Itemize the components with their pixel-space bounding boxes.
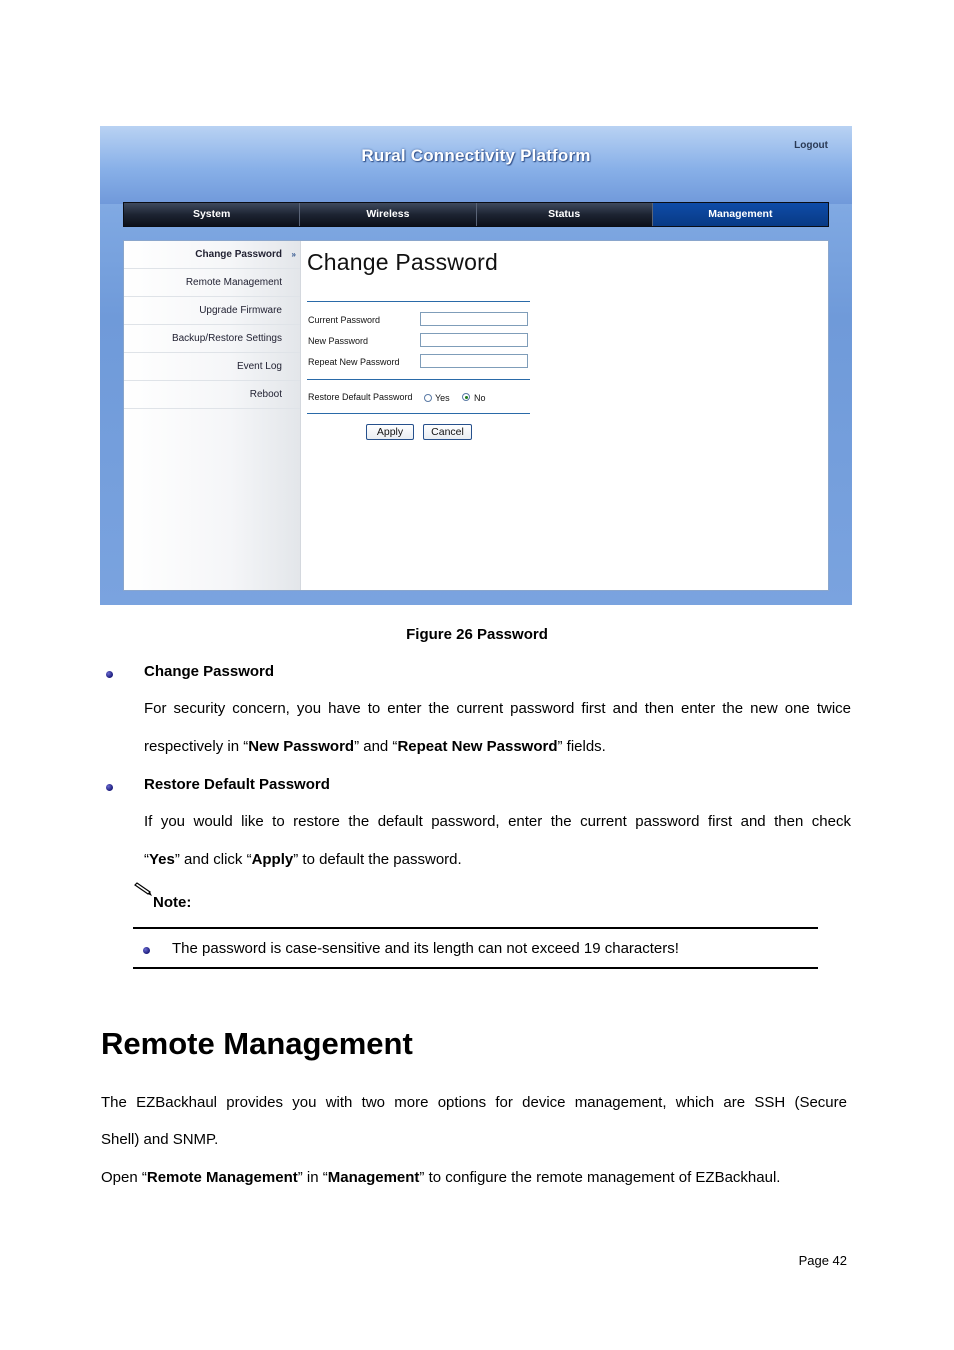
divider — [133, 927, 818, 929]
new-password-label: New Password — [308, 336, 369, 346]
divider — [133, 967, 818, 969]
sidebar-item-backup-restore[interactable] — [124, 325, 300, 353]
tab-wireless[interactable]: Wireless — [300, 203, 476, 226]
pencil-icon — [133, 882, 153, 898]
paragraph-line: For security concern, you have to enter the current password first and then enter the new one twice — [144, 700, 851, 717]
divider — [307, 413, 530, 414]
apply-button[interactable]: Apply — [366, 424, 414, 440]
note-text: The password is case-sensitive and its length can not exceed 19 characters! — [172, 940, 679, 957]
paragraph-line: Open “Remote Management” in “Management” to configure the remote management of EZBackhaul. — [101, 1169, 781, 1186]
divider — [307, 379, 530, 380]
sidebar-item-label: Remote Management — [185, 277, 282, 288]
sidebar-item-remote-management[interactable] — [124, 269, 300, 297]
sidebar-item-label: Change Password — [195, 249, 282, 260]
bullet-icon — [143, 947, 150, 954]
tab-management[interactable]: Management — [653, 203, 828, 226]
paragraph-line: “Yes” and click “Apply” to default the password. — [144, 851, 462, 868]
bullet-icon — [106, 784, 113, 791]
restore-default-label: Restore Default Password — [308, 392, 413, 402]
divider — [307, 301, 530, 302]
current-password-input[interactable] — [420, 312, 528, 326]
paragraph-line: If you would like to restore the default password, enter the current password first and then check — [144, 813, 851, 830]
repeat-password-input[interactable] — [420, 354, 528, 368]
section-heading: Remote Management — [101, 1026, 413, 1061]
restore-yes-radio[interactable] — [424, 394, 432, 402]
router-ui-screenshot — [100, 126, 852, 605]
paragraph-line: The EZBackhaul provides you with two more options for device management, which are SSH (Secure — [101, 1094, 847, 1111]
sidebar — [124, 241, 301, 590]
current-password-label: Current Password — [308, 315, 381, 325]
restore-no-radio[interactable] — [462, 393, 470, 401]
repeat-password-label: Repeat New Password — [308, 357, 400, 367]
bullet-icon — [106, 671, 113, 678]
sidebar-item-upgrade-firmware[interactable] — [124, 297, 300, 325]
figure-caption: Figure 26 Password — [406, 626, 548, 643]
restore-yes-label: Yes — [435, 393, 450, 403]
sidebar-item-label: Upgrade Firmware — [199, 305, 282, 316]
sidebar-item-label: Event Log — [236, 361, 282, 372]
restore-no-label: No — [474, 393, 486, 403]
note-label: Note: — [153, 894, 192, 911]
section-title-change-password: Change Password — [144, 663, 275, 680]
tab-system[interactable]: System — [124, 203, 300, 226]
platform-title: Rural Connectivity Platform — [361, 146, 591, 165]
sidebar-item-change-password[interactable] — [124, 241, 300, 269]
cancel-button[interactable]: Cancel — [423, 424, 472, 440]
paragraph-line: Shell) and SNMP. — [101, 1131, 219, 1148]
tab-status[interactable]: Status — [477, 203, 653, 226]
page-number: Page 42 — [798, 1253, 847, 1268]
new-password-input[interactable] — [420, 333, 528, 347]
sidebar-item-label: Backup/Restore Settings — [171, 333, 282, 344]
sidebar-item-event-log[interactable] — [124, 353, 300, 381]
paragraph-line: respectively in “New Password” and “Repeat New Password” fields. — [144, 738, 606, 755]
sidebar-item-label: Reboot — [249, 389, 282, 400]
sidebar-item-reboot[interactable] — [124, 381, 300, 409]
section-title-restore-default: Restore Default Password — [144, 776, 330, 793]
logout-link[interactable]: Logout — [794, 140, 828, 151]
main-nav — [123, 202, 829, 227]
content-panel — [123, 240, 829, 591]
double-chevron-right-icon: » — [291, 250, 296, 259]
page-title: Change Password — [307, 249, 498, 275]
